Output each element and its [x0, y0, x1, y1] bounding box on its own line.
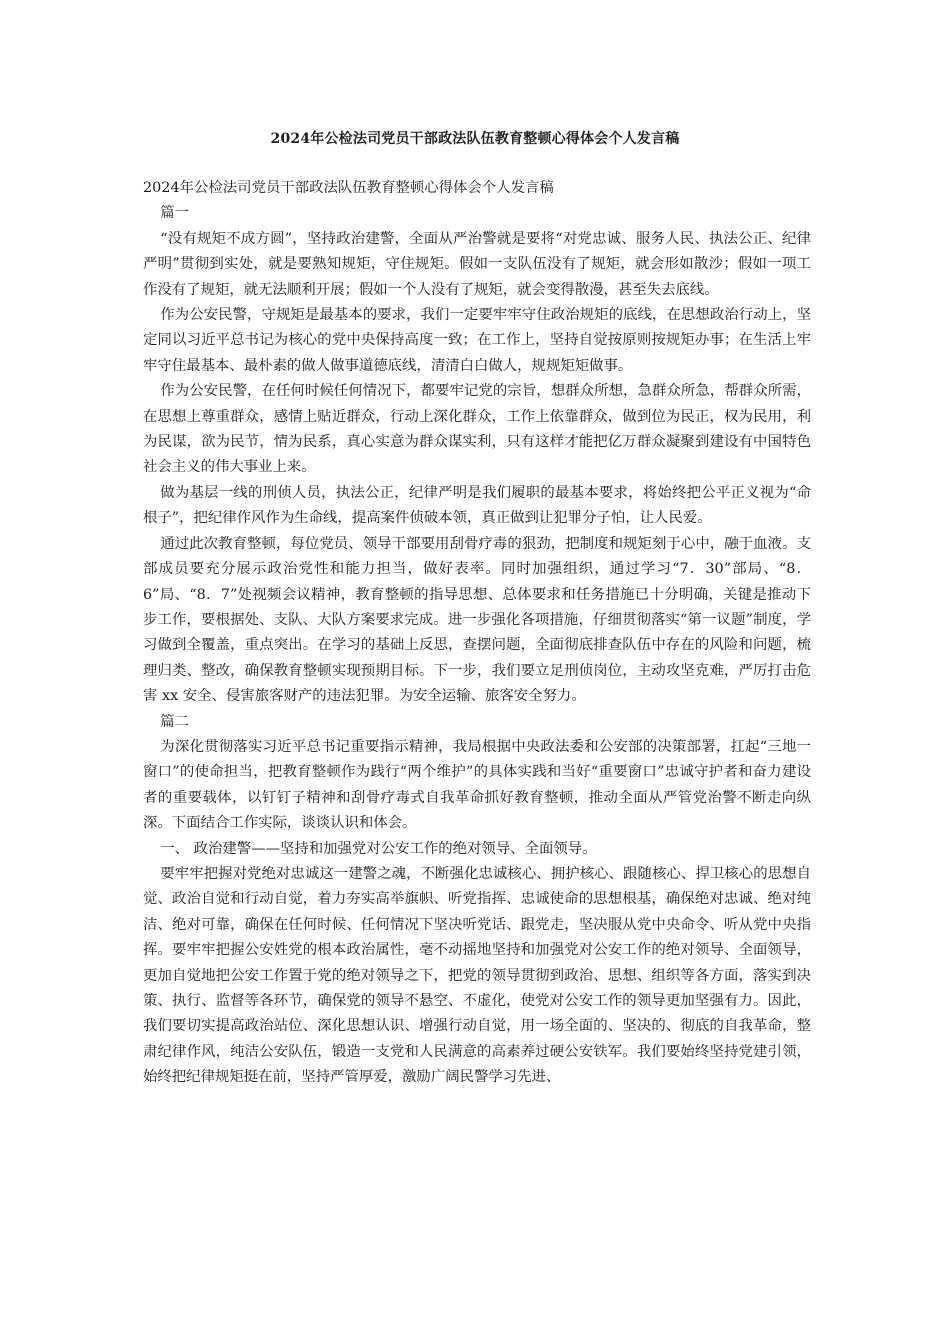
paragraph: 作为公安民警，在任何时候任何情况下，都要牢记党的宗旨，想群众所想，急群众所急，帮群众所需，在思想上尊重群众，感情上贴近群众，行动上深化群众，工作上依靠群众，做到位为民正，权为民用，利为民谋，欲为民节，情为民系，真心实意为群众谋实利，只有这样才能把亿万群众凝聚到建设有中国特色社会主义的伟大事业上来。: [143, 383, 811, 476]
paragraph: 要牢牢把握对党绝对忠诚这一建警之魂，不断强化忠诚核心、拥护核心、跟随核心、捍卫核心的思想自觉、政治自觉和行动自觉，着力夯实高举旗帜、听党指挥、忠诚使命的思想根基，确保绝对忠诚、绝对纯洁、绝对可靠，确保在任何时候、任何情况下坚决听党话、跟党走，坚决服从党中央命令、听从党中央指挥。要牢牢把握公安姓党的根本政治属性，毫不动摇地坚持和加强党对公安工作的绝对领导、全面领导，更加自觉地把公安工作置于党的绝对领导之下，把党的领导贯彻到政治、思想、组织等各方面，落实到决策、执行、监督等各环节，确保党的领导不悬空、不虚化，使党对公安工作的领导更加坚强有力。因此，我们要切实提高政治站位、深化思想认识、增强行动自觉，用一场全面的、坚决的、彻底的自我革命，整肃纪律作风，纯洁公安队伍，锻造一支党和人民满意的高素养过硬公安铁军。我们要始终坚持党建引领，始终把纪律规矩挺在前，坚持严管厚爱，激励广阔民警学习先进、: [143, 865, 811, 1086]
paragraph: 为深化贯彻落实习近平总书记重要指示精神，我局根据中央政法委和公安部的决策部署，扛起“三地一窗口”的使命担当，把教育整顿作为践行“两个维护”的具体实践和当好“重要窗口”忠诚守护者和奋力建设者的重要载体，以钉钉子精神和刮骨疗毒式自我革命抓好教育整顿，推动全面从严管党治警不断走向纵深。下面结合工作实际，谈谈认识和体会。: [143, 738, 811, 832]
paragraph: “没有规矩不成方圆”，坚持政治建警，全面从严治警就是要将“对党忠诚、服务人民、执法公正、纪律严明”贯彻到实处，就是要熟知规矩，守住规矩。假如一支队伍没有了规矩，就会形如散沙；假如一项工作没有了规矩，就无法顺利开展；假如一个人没有了规矩，就会变得散漫，甚至失去底线。: [143, 230, 811, 298]
paragraph: 作为公安民警，守规矩是最基本的要求，我们一定要牢牢守住政治规矩的底线，在思想政治行动上，坚定同以习近平总书记为核心的党中央保持高度一致；在工作上，坚持自觉按原则按规矩办事；在生活上牢牢守住最基本、最朴素的做人做事道德底线，清清白白做人，规规矩矩做事。: [143, 307, 811, 374]
subsection-heading: 一、 政治建警——坚持和加强党对公安工作的绝对领导、全面领导。: [160, 840, 597, 857]
document-body: [143, 176, 811, 1091]
document-title: 2024年公检法司党员干部政法队伍教育整顿心得体会个人发言稿: [270, 131, 680, 147]
paragraph: 通过此次教育整顿，每位党员、领导干部要用刮骨疗毒的狠劲，把制度和规矩刻于心中，融于血液。支部成员要充分展示政治党性和能力担当，做好表率。同时加强组织，通过学习“7．30”部局、“8．6”局、“8．7”处视频会议精神，教育整顿的指导思想、总体要求和任务措施已十分明确，关键是推动下步工作，要根据处、支队、大队方案要求完成。进一步强化各项措施，仔细贯彻落实“第一议题”制度，学习做到全覆盖，重点突出。在学习的基础上反思，查摆问题，全面彻底排查队伍中存在的风险和问题，梳理归类、整改，确保教育整顿实现预期目标。下一步，我们要立足刑侦岗位，主动攻坚克难，严厉打击危害 xx 安全、侵害旅客财产的违法犯罪。为安全运输、旅客安全努力。: [143, 535, 811, 705]
document-subtitle: 2024年公检法司党员干部政法队伍教育整顿心得体会个人发言稿: [143, 180, 554, 196]
paragraph: 做为基层一线的刑侦人员，执法公正，纪律严明是我们履职的最基本要求，将始终把公平正义视为“命根子”，把纪律作风作为生命线，提高案件侦破本领，真正做到让犯罪分子怕，让人民爱。: [143, 484, 811, 527]
section-heading-one: 篇一: [160, 205, 190, 222]
section-heading-two: 篇二: [160, 713, 190, 730]
